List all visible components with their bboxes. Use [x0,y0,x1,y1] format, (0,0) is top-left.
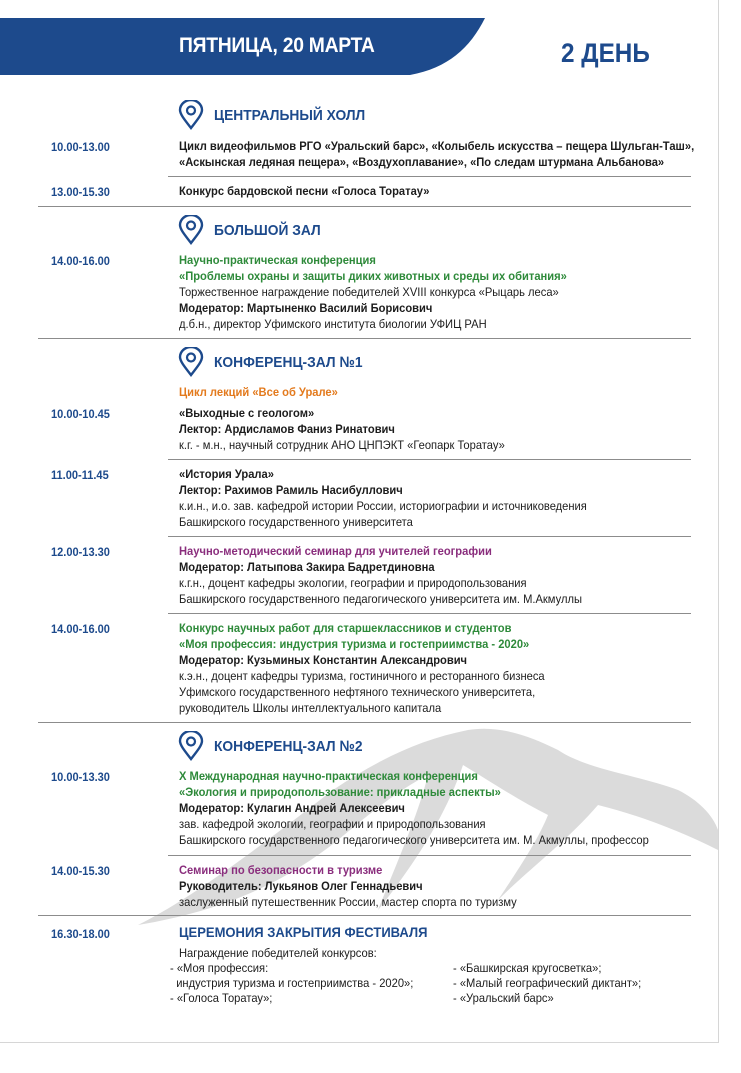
moderator: Модератор: Кузьминых Константин Александрович [179,653,468,667]
divider [38,338,691,339]
location-pin-icon [178,347,204,377]
event-title: «Выходные с геологом» [179,406,315,420]
day-title: ПЯТНИЦА, 20 МАРТА [179,34,375,57]
venue-title: ЦЕНТРАЛЬНЫЙ ХОЛЛ [214,107,366,124]
awards-intro: Награждение победителей конкурсов: [179,946,377,960]
event-time: 16.30-18.00 [51,927,110,941]
event-time: 14.00-16.00 [51,254,110,268]
day-number: 2 ДЕНЬ [561,38,650,68]
event-details [179,543,612,607]
location-pin-icon [178,100,204,130]
award-item: - «Голоса Торатау»; [170,991,273,1005]
event-details [179,252,596,332]
event-time: 10.00-13.00 [51,140,110,154]
event-title: Цикл видеофильмов РГО «Уральский барс», «Колыбель искусства – пещера Шульган-Таш», [179,139,695,153]
moderator-title: руководитель Школы интеллектуального капитала [179,701,442,715]
lecturer-title: Башкирского государственного университета [179,515,413,529]
divider [38,915,691,916]
event-details [179,138,733,170]
event-time: 12.00-13.30 [51,545,110,559]
location-pin-icon [178,731,204,761]
event-type: Научно-практическая конференция [179,253,376,267]
event-details [179,466,618,530]
event-time: 10.00-13.30 [51,770,110,784]
event-time: 14.00-15.30 [51,864,110,878]
event-details [179,620,572,716]
lecturer: Лектор: Ардисламов Фаниз Ринатович [179,422,395,436]
award-item: - «Башкирская кругосветка»; [453,961,602,975]
event-details [179,405,529,453]
lecturer-title: к.и.н., и.о. зав. кафедрой истории России, историографии и источниковедения [179,499,587,513]
divider [38,206,691,207]
leader-title: заслуженный путешественник России, мастер спорта по туризму [179,895,517,909]
event-details [179,862,542,910]
event-details [179,183,448,199]
divider [168,176,691,177]
moderator: Модератор: Кулагин Андрей Алексеевич [179,801,405,815]
event-time: 10.00-10.45 [51,407,110,421]
closing-intro [179,946,392,961]
moderator-title: Башкирского государственного педагогического университета им. М.Акмуллы [179,592,582,606]
event-type: Конкурс научных работ для старшеклассников и студентов [179,621,512,635]
lecture-cycle [179,384,350,400]
venue-title: КОНФЕРЕНЦ-ЗАЛ №1 [214,354,363,371]
moderator-title: Башкирского государственного педагогического университета им. М. Акмуллы, профессор [179,833,649,847]
closing-ceremony-title: ЦЕРЕМОНИЯ ЗАКРЫТИЯ ФЕСТИВАЛЯ [179,924,428,940]
event-title: «Аскынская ледяная пещера», «Воздухоплавание», «По следам штурмана Альбанова» [179,155,665,169]
leader: Руководитель: Лукьянов Олег Геннадьевич [179,879,423,893]
event-time: 13.00-15.30 [51,185,110,199]
event-details [179,768,684,848]
moderator-title: д.б.н., директор Уфимского института биологии УФИЦ РАН [179,317,487,331]
event-title: «История Урала» [179,467,274,481]
award-item: - «Уральский барс» [453,991,554,1005]
divider [168,855,691,856]
moderator-title: зав. кафедрой экологии, географии и природопользования [179,817,486,831]
award-item: - «Малый географический диктант»; [453,976,642,990]
moderator-title: Уфимского государственного нефтяного технического университета, [179,685,536,699]
event-title: «Экология и природопользование: прикладные аспекты» [179,785,501,799]
venue-title: БОЛЬШОЙ ЗАЛ [214,222,321,239]
lecturer-title: к.г. - м.н., научный сотрудник АНО ЦНПЭКТ «Геопарк Торатау» [179,438,505,452]
event-title: Семинар по безопасности в туризме [179,863,383,877]
event-type: X Международная научно-практическая конференция [179,769,478,783]
awards-list-left [170,961,432,1006]
divider [168,613,691,614]
awards-list-right [453,961,655,1006]
event-note: Торжественное награждение победителей XVIII конкурса «Рыцарь леса» [179,285,559,299]
location-pin-icon [178,215,204,245]
moderator-title: к.э.н., доцент кафедры туризма, гостиничного и ресторанного бизнеса [179,669,545,683]
cycle-title: Цикл лекций «Все об Урале» [179,385,338,399]
event-time: 11.00-11.45 [51,468,109,482]
divider [38,722,691,723]
event-time: 14.00-16.00 [51,622,110,636]
divider [168,459,691,460]
moderator: Модератор: Мартыненко Василий Борисович [179,301,433,315]
event-title: Научно-методический семинар для учителей географии [179,544,492,558]
award-item: индустрия туризма и гостеприимства - 2020»; [170,976,414,990]
event-title: «Проблемы охраны и защиты диких животных и среды их обитания» [179,269,567,283]
event-title: Конкурс бардовской песни «Голоса Торатау» [179,184,430,198]
moderator-title: к.г.н., доцент кафедры экологии, географии и природопользования [179,576,527,590]
divider [168,536,691,537]
event-title: «Моя профессия: индустрия туризма и гостеприимства - 2020» [179,637,530,651]
moderator: Модератор: Латыпова Закира Бадретдиновна [179,560,435,574]
award-item: - «Моя профессия: [170,961,269,975]
lecturer: Лектор: Рахимов Рамиль Насибуллович [179,483,403,497]
venue-title: КОНФЕРЕНЦ-ЗАЛ №2 [214,738,363,755]
